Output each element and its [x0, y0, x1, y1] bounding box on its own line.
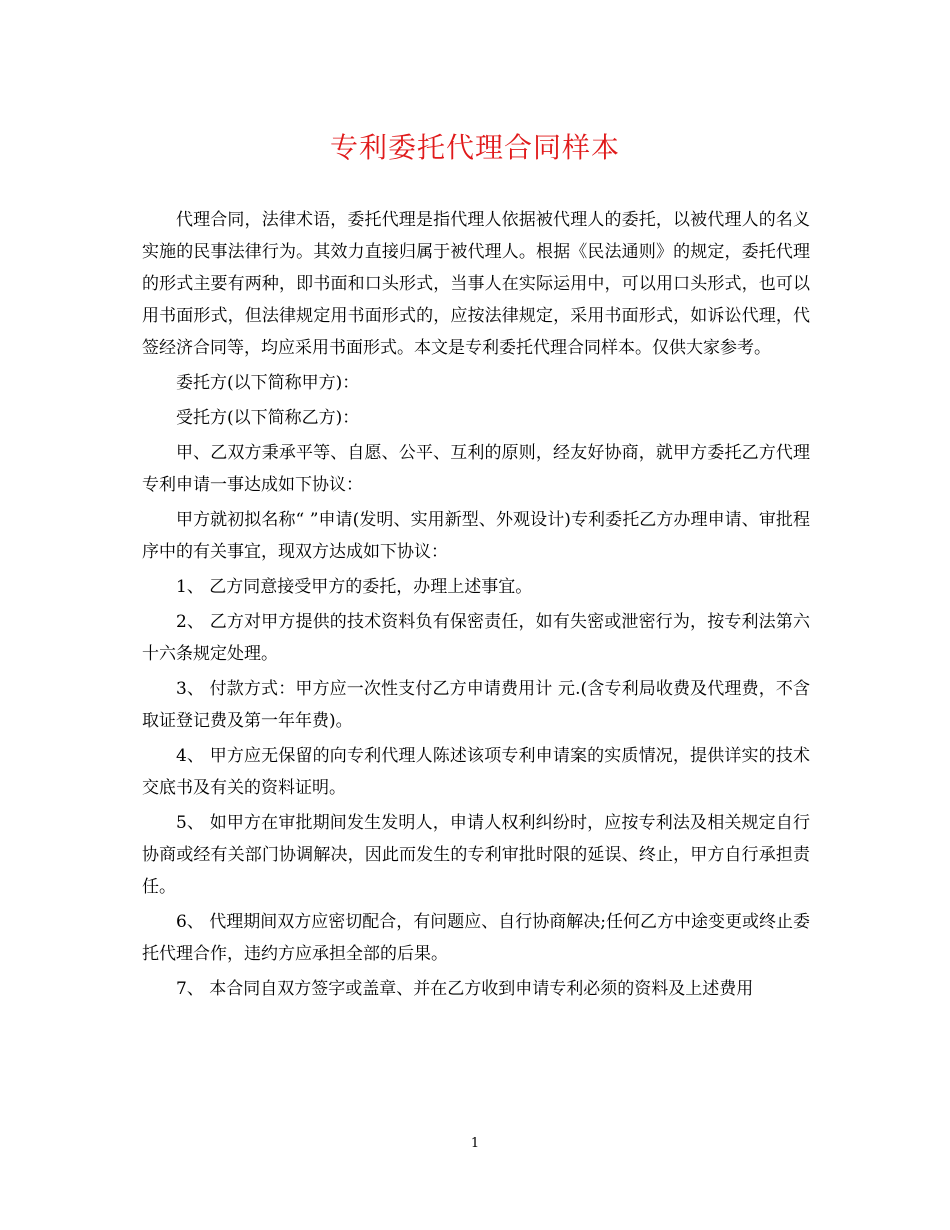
agent-party-line: 受托方(以下简称乙方)：: [176, 408, 360, 428]
principal-party-line: 委托方(以下简称甲方)：: [176, 373, 360, 393]
clause-3: 3、 付款方式：甲方应一次性支付乙方申请费用计 元.(含专利局收费及代理费，不含取证登记费及第一年年费)。: [142, 679, 810, 731]
document-title: 专利委托代理合同样本: [329, 131, 620, 164]
clause-1: 1、 乙方同意接受甲方的委托，办理上述事宜。: [176, 577, 533, 597]
page-number: 1: [470, 1136, 480, 1151]
clause-5: 5、 如甲方在审批期间发生发明人，申请人权利纠纷时，应按专利法及相关规定自行协商或经有关部门协调解决，因此而发生的专利审批时限的延误、终止，甲方自行承担责任。: [142, 813, 810, 897]
clause-6: 6、 代理期间双方应密切配合，有问题应、自行协商解决;任何乙方中途变更或终止委托代理合作，违约方应承担全部的后果。: [142, 912, 810, 964]
clause-2: 2、 乙方对甲方提供的技术资料负有保密责任，如有失密或泄密行为，按专利法第六十六条规定处理。: [142, 612, 810, 664]
clause-7: 7、 本合同自双方签字或盖章、并在乙方收到申请专利必须的资料及上述费用: [176, 979, 754, 999]
document-body: [142, 204, 810, 1008]
agreement-preamble: 甲、乙双方秉承平等、自愿、公平、互利的原则，经友好协商，就甲方委托乙方代理专利申请一事达成如下协议：: [142, 443, 810, 495]
agreement-scope: 甲方就初拟名称“ ”申请(发明、实用新型、外观设计)专利委托乙方办理申请、审批程序中的有关事宜，现双方达成如下协议：: [142, 510, 810, 562]
clause-4: 4、 甲方应无保留的向专利代理人陈述该项专利申请案的实质情况，提供详实的技术交底书及有关的资料证明。: [142, 746, 810, 798]
intro-paragraph: 代理合同，法律术语，委托代理是指代理人依据被代理人的委托，以被代理人的名义实施的民事法律行为。其效力直接归属于被代理人。根据《民法通则》的规定，委托代理的形式主要有两种，即书面和口头形式，当事人在实际运用中，可以用口头形式，也可以用书面形式，但法律规定用书面形式的，应按法律规定，采用书面形式，如诉讼代理，代签经济合同等，均应采用书面形式。本文是专利委托代理合同样本。仅供大家参考。: [142, 210, 810, 358]
